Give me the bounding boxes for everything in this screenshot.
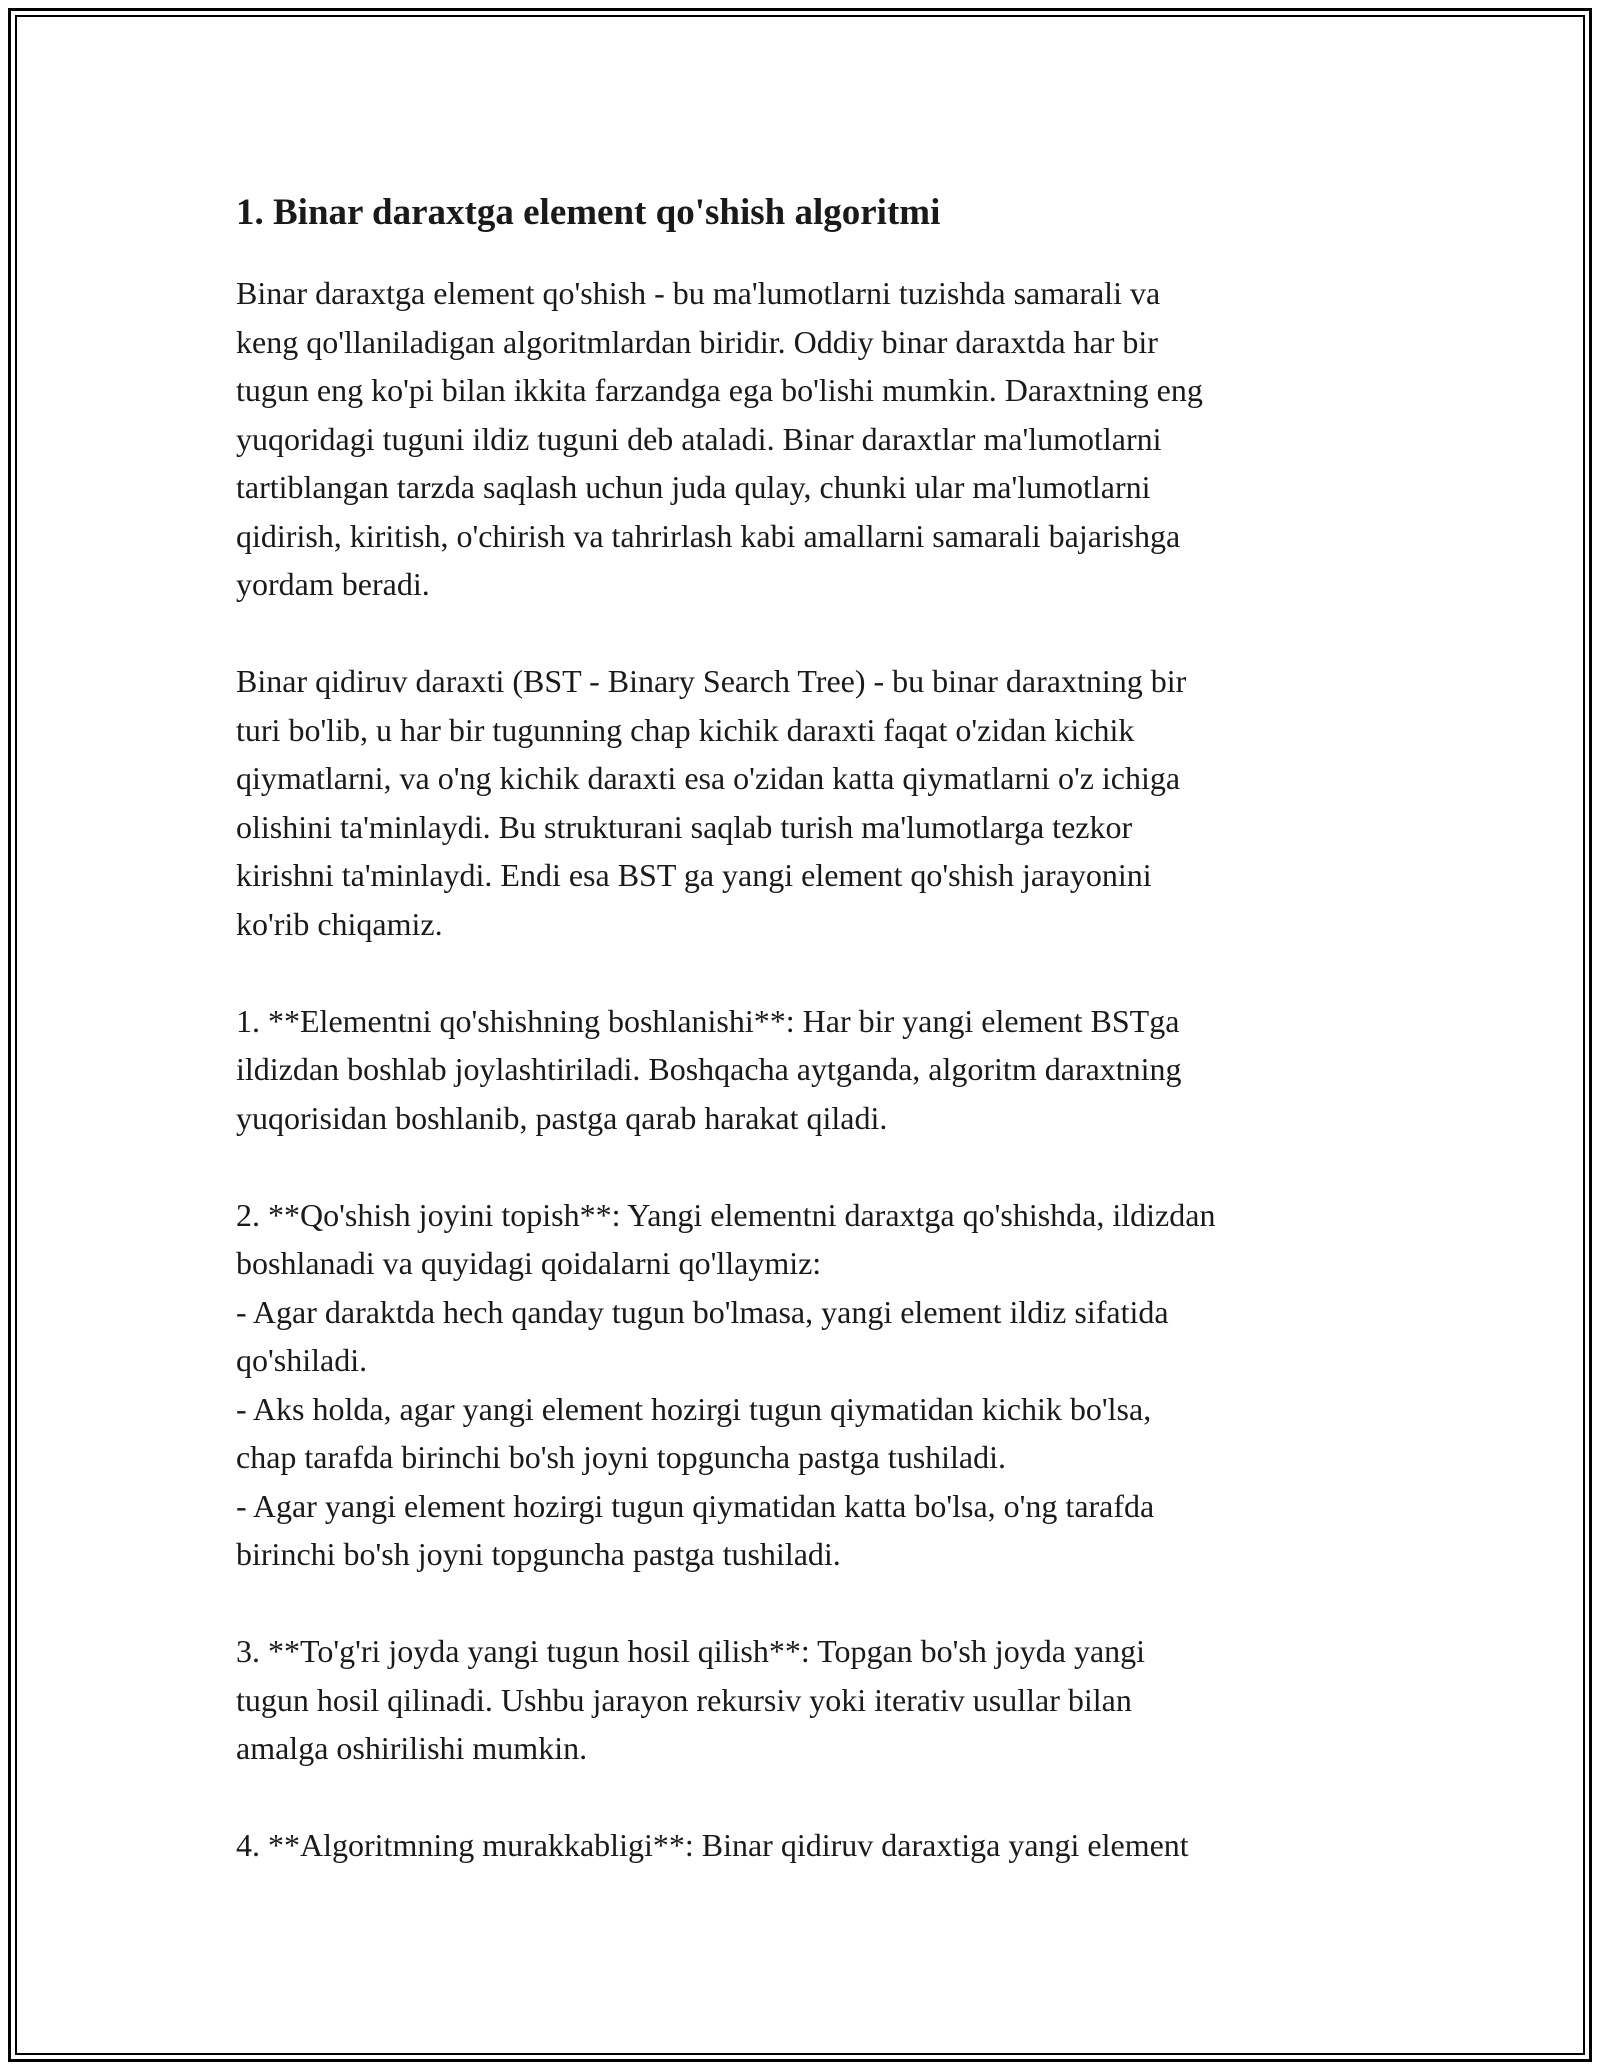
document-body <box>236 185 1386 1870</box>
list-item-step-1: 1. **Elementni qo'shishning boshlanishi**: Har bir yangi element BSTga ildizdan boshlab joylashtiriladi. Boshqacha aytganda, algoritm daraxtning yuqorisidan boshlanib, pastga qarab harakat qiladi. <box>236 1002 1182 1136</box>
paragraph-intro: Binar daraxtga element qo'shish - bu ma'lumotlarni tuzishda samarali va keng qo'llaniladigan algoritmlardan biridir. Oddiy binar daraxtda har bir tugun eng ko'pi bilan ikkita farzandga ega bo'lishi mumkin. Daraxtning eng yuqoridagi tuguni ildiz tuguni deb ataladi. Binar daraxtlar ma'lumotlarni tartiblangan tarzda saqlash uchun juda qulay, chunki ular ma'lumotlarni qidirish, kiritish, o'chirish va tahrirlash kabi amallarni samarali bajarishga yordam beradi. <box>236 275 1203 602</box>
list-item-step-2: 2. **Qo'shish joyini topish**: Yangi elementni daraxtga qo'shishda, ildizdan boshlanadi va quyidagi qoidalarni qo'llaymiz: - Agar daraktda hech qanday tugun bo'lmasa, yangi element ildiz sifatida qo'shiladi. - Aks holda, agar yangi element hozirgi tugun qiymatidan kichik bo'lsa, chap tarafda birinchi bo'sh joyni topguncha pastga tushiladi. - Agar yangi element hozirgi tugun qiymatidan katta bo'lsa, o'ng tarafda birinchi bo'sh joyni topguncha pastga tushiladi. <box>236 1196 1216 1572</box>
list-item-step-3: 3. **To'g'ri joyda yangi tugun hosil qilish**: Topgan bo'sh joyda yangi tugun hosil qilinadi. Ushbu jarayon rekursiv yoki iterativ usullar bilan amalga oshirilishi mumkin. <box>236 1633 1146 1766</box>
document-title: 1. Binar daraxtga element qo'shish algoritmi <box>236 192 941 233</box>
list-item-step-4: 4. **Algoritmning murakkabligi**: Binar qidiruv daraxtiga yangi element <box>236 1827 1189 1863</box>
paragraph-bst: Binar qidiruv daraxti (BST - Binary Search Tree) - bu binar daraxtning bir turi bo'lib, u har bir tugunning chap kichik daraxti faqat o'zidan kichik qiymatlarni, va o'ng kichik daraxti esa o'zidan katta qiymatlarni o'z ichiga olishini ta'minlaydi. Bu strukturani saqlab turish ma'lumotlarga tezkor kirishni ta'minlaydi. Endi esa BST ga yangi element qo'shish jarayonini ko'rib chiqamiz. <box>236 663 1187 942</box>
